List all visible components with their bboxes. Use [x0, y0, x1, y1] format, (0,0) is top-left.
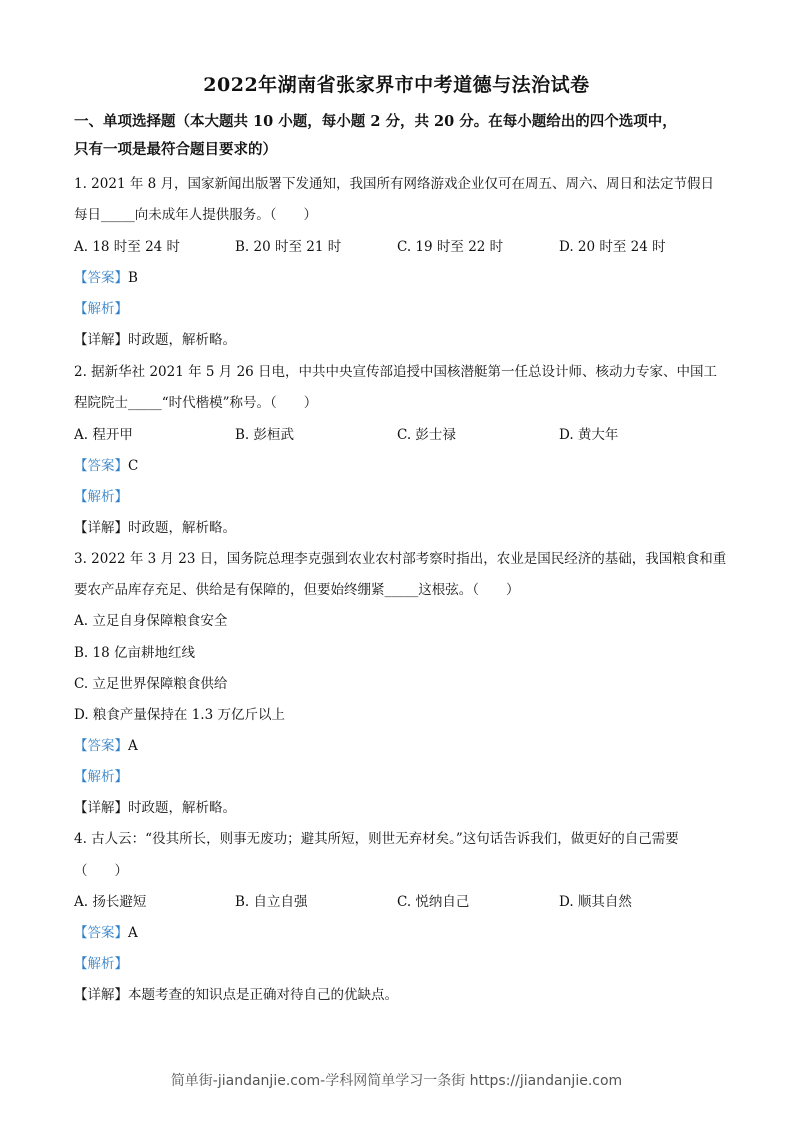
question-1-option-a: A. 18 时至 24 时: [74, 239, 181, 255]
detail-label: 【详解】: [74, 332, 128, 348]
question-2-option-a: A. 程开甲: [74, 427, 133, 443]
question-2-stem-line-1: 2. 据新华社 2021 年 5 月 26 日电，中共中央宣传部追授中国核潜艇第一任总设计师、核动力专家、中国工: [74, 364, 718, 380]
question-4-stem-line-1: 4. 古人云：“役其所长，则事无废功；避其所短，则世无弃材矣。”这句话告诉我们，做更好的自己需要: [74, 831, 679, 847]
analysis-label: 【解析】: [74, 489, 128, 505]
answer-label: 【答案】: [74, 270, 128, 286]
question-3-option-c: C. 立足世界保障粮食供给: [74, 676, 228, 692]
question-4-stem-line-2: （ ）: [74, 863, 128, 879]
question-1-answer: [74, 266, 734, 286]
detail-text: 本题考查的知识点是正确对待自己的优缺点。: [128, 987, 398, 1003]
question-3-option-d: D. 粮食产量保持在 1.3 万亿斤以上: [74, 707, 285, 723]
question-3-detail: [74, 796, 734, 816]
analysis-label: 【解析】: [74, 301, 128, 317]
question-1-option-b: B. 20 时至 21 时: [235, 239, 342, 255]
detail-label: 【详解】: [74, 987, 128, 1003]
question-2-stem-line-2: 程院院士_____“时代楷模”称号。（ ）: [74, 395, 318, 411]
answer-value: A: [128, 925, 138, 941]
detail-text: 时政题，解析略。: [128, 800, 236, 816]
question-2-option-d: D. 黄大年: [559, 427, 619, 443]
question-4-option-c: C. 悦纳自己: [397, 894, 470, 910]
detail-text: 时政题，解析略。: [128, 332, 236, 348]
question-3-option-b: B. 18 亿亩耕地红线: [74, 645, 195, 661]
section-heading-line-1: 一、单项选择题（本大题共 10 小题，每小题 2 分，共 20 分。在每小题给出的四个选项中，: [74, 113, 677, 130]
question-4-option-d: D. 顺其自然: [559, 894, 632, 910]
question-1-option-d: D. 20 时至 24 时: [559, 239, 666, 255]
answer-value: A: [128, 738, 138, 754]
detail-text: 时政题，解析略。: [128, 520, 236, 536]
question-3-stem-line-2: 要农产品库存充足、供给是有保障的，但要始终绷紧_____这根弦。（ ）: [74, 582, 520, 598]
answer-value: C: [128, 458, 139, 474]
question-2-detail: [74, 516, 734, 536]
question-2-option-b: B. 彭桓武: [235, 427, 295, 443]
analysis-label: 【解析】: [74, 769, 128, 785]
question-4-analysis: [74, 952, 734, 972]
answer-label: 【答案】: [74, 738, 128, 754]
question-1-stem-line-1: 1. 2021 年 8 月，国家新闻出版署下发通知，我国所有网络游戏企业仅可在周五、周六、周日和法定节假日: [74, 176, 714, 192]
detail-label: 【详解】: [74, 520, 128, 536]
question-3-option-a: A. 立足自身保障粮食安全: [74, 613, 228, 629]
page-footer: 简单街-jiandanjie.com-学科网简单学习一条街 https://jiandanjie.com: [170, 1073, 623, 1089]
section-heading: [74, 108, 734, 164]
analysis-label: 【解析】: [74, 956, 128, 972]
question-1-analysis: [74, 297, 734, 317]
question-4-option-a: A. 扬长避短: [74, 894, 147, 910]
page-title: 2022年湖南省张家界市中考道德与法治试卷: [203, 74, 590, 96]
question-2-option-c: C. 彭士禄: [397, 427, 456, 443]
answer-label: 【答案】: [74, 458, 128, 474]
answer-value: B: [128, 270, 138, 286]
section-heading-line-2: 只有一项是最符合题目要求的）: [74, 141, 277, 158]
question-4-option-b: B. 自立自强: [235, 894, 308, 910]
question-3-analysis: [74, 765, 734, 785]
question-1-detail: [74, 328, 734, 348]
question-1-stem-line-2: 每日_____向未成年人提供服务。（ ）: [74, 207, 317, 223]
question-2-answer: [74, 454, 734, 474]
question-3-stem-line-1: 3. 2022 年 3 月 23 日，国务院总理李克强到农业农村部考察时指出，农业是国民经济的基础，我国粮食和重: [74, 551, 727, 567]
question-4-answer: [74, 921, 734, 941]
question-2-analysis: [74, 485, 734, 505]
question-4-detail: [74, 983, 734, 1003]
question-3-answer: [74, 734, 734, 754]
answer-label: 【答案】: [74, 925, 128, 941]
question-1-option-c: C. 19 时至 22 时: [397, 239, 504, 255]
detail-label: 【详解】: [74, 800, 128, 816]
